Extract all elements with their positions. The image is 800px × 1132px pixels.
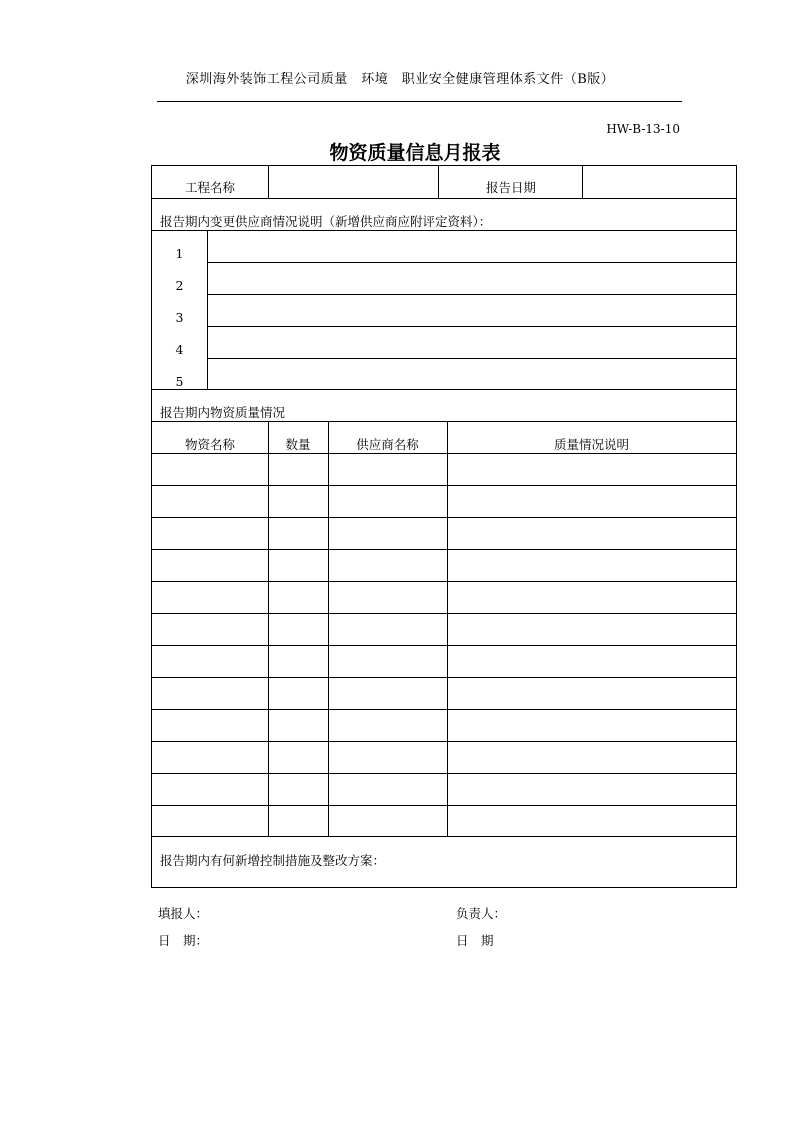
header-divider xyxy=(157,101,682,102)
divider xyxy=(207,262,736,263)
divider xyxy=(152,677,736,678)
project-name-field[interactable] xyxy=(270,168,438,196)
divider xyxy=(152,485,736,486)
divider xyxy=(152,645,736,646)
divider xyxy=(152,453,736,454)
divider xyxy=(152,836,736,837)
responsible-date-label: 日 期 xyxy=(456,933,494,948)
divider xyxy=(152,581,736,582)
divider xyxy=(152,805,736,806)
divider xyxy=(152,230,736,231)
report-form-table xyxy=(151,165,737,888)
divider xyxy=(152,709,736,710)
responsible-person-label: 负责人： xyxy=(456,906,507,921)
supplier-row-number: 3 xyxy=(175,310,184,325)
project-name-label: 工程名称 xyxy=(184,180,235,195)
control-measures-heading: 报告期内有何新增控制措施及整改方案： xyxy=(160,853,386,868)
supplier-row-field[interactable] xyxy=(209,328,734,356)
divider xyxy=(207,294,736,295)
divider xyxy=(268,166,269,198)
divider xyxy=(152,613,736,614)
document-code: HW-B-13-10 xyxy=(606,122,680,136)
supplier-row-number: 1 xyxy=(175,246,184,261)
divider xyxy=(152,198,736,199)
document-header: 深圳海外装饰工程公司质量 环境 职业安全健康管理体系文件（B版） xyxy=(185,72,615,87)
column-header-supplier-name: 供应商名称 xyxy=(356,437,419,452)
divider xyxy=(152,773,736,774)
supplier-row-number: 4 xyxy=(175,342,184,357)
divider xyxy=(207,358,736,359)
fill-date-label: 日 期： xyxy=(158,933,209,948)
material-quality-heading: 报告期内物资质量情况 xyxy=(160,405,286,420)
divider xyxy=(207,326,736,327)
divider xyxy=(207,230,208,389)
divider xyxy=(582,166,583,198)
column-header-quantity: 数量 xyxy=(285,437,311,452)
divider xyxy=(152,421,736,422)
supplier-change-heading: 报告期内变更供应商情况说明（新增供应商应附评定资料）： xyxy=(160,214,492,229)
report-date-label: 报告日期 xyxy=(485,180,536,195)
divider xyxy=(152,517,736,518)
filler-label: 填报人： xyxy=(158,906,209,921)
supplier-row-field[interactable] xyxy=(209,232,734,260)
supplier-row-field[interactable] xyxy=(209,360,734,388)
report-date-field[interactable] xyxy=(584,168,734,196)
supplier-row-number: 2 xyxy=(175,278,184,293)
divider xyxy=(152,549,736,550)
divider xyxy=(152,741,736,742)
supplier-row-field[interactable] xyxy=(209,296,734,324)
divider xyxy=(438,166,439,198)
divider xyxy=(152,389,736,390)
form-title: 物资质量信息月报表 xyxy=(329,142,501,164)
column-header-material-name: 物资名称 xyxy=(184,437,235,452)
supplier-row-number: 5 xyxy=(175,374,184,389)
column-header-quality-description: 质量情况说明 xyxy=(553,437,629,452)
supplier-row-field[interactable] xyxy=(209,264,734,292)
